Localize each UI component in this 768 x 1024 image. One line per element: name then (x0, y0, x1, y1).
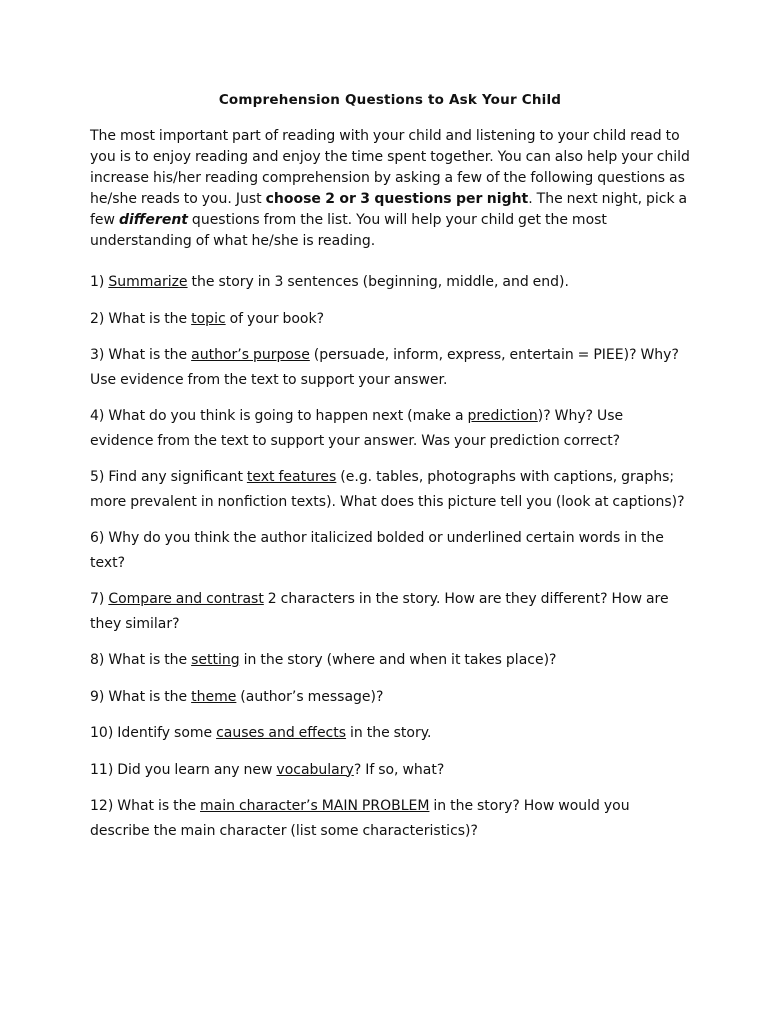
question-7 (90, 587, 690, 636)
question-text: in the story? How would you describe the main character (list some characteristics)? (90, 798, 630, 839)
intro-emphasis-different: different (118, 212, 188, 228)
question-keyword: Compare and contrast (108, 591, 264, 607)
question-text: in the story. (346, 725, 432, 741)
question-text: ? If so, what? (353, 761, 445, 778)
question-text: 10) Identify some (90, 725, 217, 741)
question-text: 4) What do you think is going to happen next (make a (90, 408, 468, 424)
question-4 (90, 404, 690, 453)
question-keyword: text features (246, 469, 337, 485)
question-10 (90, 721, 690, 746)
question-6 (90, 526, 690, 575)
question-text: 3) What is the (90, 347, 192, 363)
question-text: 9) What is the (90, 688, 192, 705)
question-11 (90, 758, 690, 783)
document-page (90, 92, 690, 855)
question-text: in the story (where and when it takes place)? (239, 652, 557, 668)
question-text: 2 characters in the story. How are they different? How are they similar? (90, 591, 669, 632)
question-3 (90, 343, 690, 392)
intro-text-1: The most important part of reading with your child and listening to your child read to you is to enjoy reading and enjoy the time spent together. You can also help your child increase his/her reading comprehension by asking a few of the following questions as he/she reads to you. Just (90, 128, 690, 207)
question-text: (author’s message)? (236, 688, 384, 705)
question-2 (90, 307, 690, 332)
question-text: 1) (90, 274, 109, 290)
question-keyword: prediction (467, 408, 538, 424)
intro-paragraph (90, 126, 690, 252)
question-keyword: causes and effects (216, 725, 347, 741)
question-keyword: author’s purpose (191, 347, 310, 363)
question-1 (90, 270, 690, 295)
question-keyword: theme (191, 688, 237, 705)
question-keyword: setting (191, 652, 240, 668)
question-text: of your book? (225, 310, 325, 327)
question-text: 8) What is the (90, 652, 192, 668)
question-text: 6) Why do you think the author italicized bolded or underlined certain words in the text? (90, 530, 664, 571)
question-text: the story in 3 sentences (beginning, middle, and end). (187, 274, 569, 290)
question-12 (90, 794, 690, 843)
intro-text-3: questions from the list. You will help your child get the most understanding of what he/she is reading. (90, 212, 607, 249)
question-9 (90, 685, 690, 710)
question-keyword: Summarize (108, 274, 188, 290)
question-8 (90, 648, 690, 673)
question-text: 5) Find any significant (90, 469, 247, 485)
question-text: )? Why? Use evidence from the text to support your answer. Was your prediction correct? (90, 408, 624, 449)
question-text: 2) What is the (90, 310, 192, 327)
question-text: 11) Did you learn any new (90, 761, 277, 778)
question-keyword: main character’s MAIN PROBLEM (200, 798, 430, 814)
question-text: 7) (90, 591, 109, 607)
question-text: (persuade, inform, express, entertain = PIEE)? Why? Use evidence from the text to support your answer. (90, 347, 679, 388)
intro-text-2: . The next night, pick a few (90, 191, 688, 228)
intro-bold-instruction: choose 2 or 3 questions per night (265, 191, 529, 207)
question-5 (90, 465, 690, 514)
question-text: 12) What is the (90, 798, 201, 814)
question-keyword: vocabulary (276, 761, 354, 778)
question-keyword: topic (191, 310, 226, 327)
question-text: (e.g. tables, photographs with captions, graphs; more prevalent in nonfiction texts). What does this picture tell you (look at captions)? (90, 469, 685, 510)
document-title: Comprehension Questions to Ask Your Child (218, 92, 562, 108)
